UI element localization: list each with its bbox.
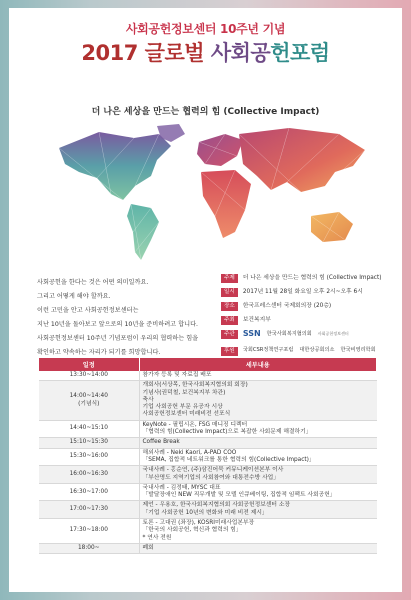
organizer-name: 한국사회복지협의회 bbox=[266, 331, 312, 337]
schedule-time-line: 17:30~18:00 bbox=[69, 527, 108, 534]
schedule-detail-line: 「SEMA, 집합적 네트워크를 통한 협력의 힘(Collective Impact)」 bbox=[142, 456, 315, 463]
schedule-detail-line: 국내사례 - 김정태, MYSC 대표 bbox=[142, 484, 221, 491]
schedule-header-row bbox=[39, 358, 377, 371]
schedule-row bbox=[39, 371, 377, 381]
info-key: 장소 bbox=[221, 302, 238, 311]
schedule-row bbox=[39, 543, 377, 553]
schedule-time bbox=[39, 438, 139, 448]
info-key: 후원 bbox=[221, 347, 238, 356]
poster-tagline: 더 나은 세상을 만드는 협력의 힘 (Collective Impact) bbox=[91, 107, 320, 117]
schedule-detail-line: 해외사례 - Neki Kaori, A-PAD COO bbox=[142, 449, 237, 456]
title-part-2: 사회공 bbox=[210, 41, 271, 65]
info-key: 주관 bbox=[221, 330, 238, 339]
info-theme bbox=[221, 273, 389, 287]
schedule-detail-line: 참가자 등록 및 자료집 배포 bbox=[142, 372, 212, 378]
schedule-time-line: 16:00~16:30 bbox=[69, 470, 108, 477]
schedule-time bbox=[39, 483, 139, 501]
schedule-time-line: 15:10~15:30 bbox=[69, 439, 108, 446]
schedule-detail bbox=[139, 420, 377, 438]
sponsor-logos bbox=[243, 346, 376, 353]
intro-line: 지난 10년을 돌아보고 앞으로의 10년을 준비하려고 합니다. bbox=[37, 321, 199, 328]
schedule-time-line: (기념식) bbox=[78, 400, 100, 407]
header-time: 일정 bbox=[39, 358, 139, 371]
schedule-row bbox=[39, 466, 377, 484]
schedule-detail bbox=[139, 371, 377, 381]
schedule-time-line: 14:40~15:10 bbox=[69, 425, 108, 432]
sponsor-logo: 한국비영리학회 bbox=[340, 347, 376, 353]
schedule-detail bbox=[139, 448, 377, 466]
intro-line: 사회공헌을 한다는 것은 어떤 의미일까요. bbox=[37, 279, 149, 286]
ssn-logo: SSN bbox=[242, 329, 261, 338]
schedule-time bbox=[39, 543, 139, 553]
schedule-detail bbox=[139, 543, 377, 553]
schedule-time bbox=[39, 519, 139, 544]
schedule-table bbox=[39, 358, 377, 554]
australia-shape bbox=[311, 212, 353, 242]
info-value: 더 나은 세상을 만드는 협력의 힘 (Collective Impact) bbox=[242, 275, 382, 281]
info-key: 주제 bbox=[221, 274, 238, 283]
schedule-detail-line: 개회사(서상목, 한국사회복지협의회 회장) bbox=[142, 382, 248, 389]
schedule-detail-line: 기업 사회공헌 부문 유공자 시상 bbox=[142, 404, 223, 411]
info-place bbox=[221, 301, 389, 315]
schedule-detail-line: KeyNote - 필립시온, FSG 매니징 디렉터 bbox=[142, 421, 248, 428]
schedule-detail-line: 「기업 사회공헌 10년의 변화와 미래 비전 제시」 bbox=[142, 509, 268, 516]
organizer-sub: 사회공헌정보센터 bbox=[317, 330, 349, 336]
schedule-time bbox=[39, 371, 139, 381]
intro-line: 확인하고 약속하는 자리가 되기를 희망합니다. bbox=[37, 349, 161, 356]
event-info bbox=[221, 273, 389, 360]
schedule-time-line: 15:30~16:00 bbox=[69, 453, 108, 460]
schedule-time bbox=[39, 501, 139, 519]
asia-shape bbox=[239, 128, 365, 192]
schedule-time bbox=[39, 448, 139, 466]
schedule-detail-line: 토론 - 고대권 (좌장), KOSRI미래사업본부장 bbox=[142, 520, 255, 527]
schedule-detail-line: Coffee Break bbox=[142, 439, 180, 446]
schedule-detail-line: 축사 bbox=[142, 396, 154, 403]
north-america-shape bbox=[59, 132, 171, 200]
schedule-detail bbox=[139, 483, 377, 501]
info-key: 일시 bbox=[221, 288, 238, 297]
info-value: 한국프레스센터 국제회의장 (20층) bbox=[242, 303, 332, 309]
schedule-detail-line: 기념사(권덕철, 보건복지부 차관) bbox=[142, 389, 226, 396]
schedule-row bbox=[39, 519, 377, 544]
schedule-detail-line: 사회공헌정보센터 미래비전 선포식 bbox=[142, 411, 231, 418]
schedule-time bbox=[39, 420, 139, 438]
info-date bbox=[221, 287, 389, 301]
poster-subtitle: 사회공헌정보센터 10주년 기념 bbox=[125, 22, 286, 36]
schedule-detail-line: 폐회 bbox=[142, 544, 154, 551]
schedule-time-line: 14:00~14:40 bbox=[69, 393, 108, 400]
intro-line: 그리고 어떻게 해야 할까요. bbox=[37, 293, 111, 300]
title-part-3: 헌포럼 bbox=[270, 41, 330, 65]
schedule-time-line: 17:00~17:30 bbox=[69, 506, 108, 513]
schedule-detail bbox=[139, 466, 377, 484]
poster bbox=[9, 8, 402, 592]
sponsor-logo: 대한상공회의소 bbox=[299, 347, 335, 353]
south-america-shape bbox=[127, 204, 159, 260]
info-host bbox=[221, 315, 389, 329]
schedule-detail-line: 「한국의 사회공헌, 혁신과 협력의 힘」 bbox=[142, 527, 242, 534]
intro-paragraph bbox=[37, 276, 215, 360]
schedule-time-line: 16:30~17:00 bbox=[69, 488, 108, 495]
schedule-row bbox=[39, 448, 377, 466]
schedule-row bbox=[39, 420, 377, 438]
schedule-detail-line: 「협력의 힘(Collective Impact)으로 복잡한 사회문제 해결하기」 bbox=[142, 429, 312, 436]
schedule-detail-line: 「부산명도 지역기업의 사회참여와 대통전수방 사업」 bbox=[142, 474, 280, 481]
intro-line: 이런 고민을 안고 사회공헌정보센터는 bbox=[37, 307, 139, 314]
schedule-detail-line: 제언 - 우용호, 한국사회복지협의회 사회공헌정보센터 소장 bbox=[142, 502, 291, 509]
schedule-time bbox=[39, 466, 139, 484]
schedule-time-line: 18:00~ bbox=[77, 544, 100, 551]
schedule-row bbox=[39, 438, 377, 448]
schedule-time bbox=[39, 381, 139, 420]
schedule-time-line: 13:30~14:00 bbox=[69, 372, 108, 378]
schedule-body bbox=[39, 371, 377, 554]
schedule-row bbox=[39, 501, 377, 519]
info-organizer bbox=[221, 329, 389, 346]
africa-shape bbox=[201, 170, 251, 238]
schedule-detail-line: 「발달장애인 NEW 직무개발 및 모델 인큐베이팅, 집합적 임팩트 사회공헌」 bbox=[142, 492, 336, 499]
header-detail: 세부내용 bbox=[139, 358, 377, 371]
poster-title bbox=[9, 37, 402, 67]
schedule-detail bbox=[139, 519, 377, 544]
info-value: 2017년 11월 28일 화요일 오후 2시~오후 6시 bbox=[242, 289, 363, 295]
title-part-1: 2017 글로벌 bbox=[81, 41, 211, 65]
sponsor-logo: 국회CSR정책연구포럼 bbox=[242, 347, 294, 353]
schedule-detail bbox=[139, 501, 377, 519]
schedule-row bbox=[39, 381, 377, 420]
organizer-logos bbox=[243, 329, 349, 338]
schedule-row bbox=[39, 483, 377, 501]
schedule-detail bbox=[139, 438, 377, 448]
intro-line: 사회공헌정보센터 10주년 기념포럼이 우리의 협력하는 힘을 bbox=[37, 335, 199, 342]
schedule-detail bbox=[139, 381, 377, 420]
info-key: 주최 bbox=[221, 316, 238, 325]
schedule-detail-line: 국내사례 - 홍순연, (주)삼진어묵 커뮤니케이션본부 이사 bbox=[142, 467, 284, 474]
info-value: 보건복지부 bbox=[242, 317, 271, 323]
world-map-illustration bbox=[39, 120, 379, 270]
schedule-detail-line: * 연사 전원 bbox=[142, 534, 172, 541]
